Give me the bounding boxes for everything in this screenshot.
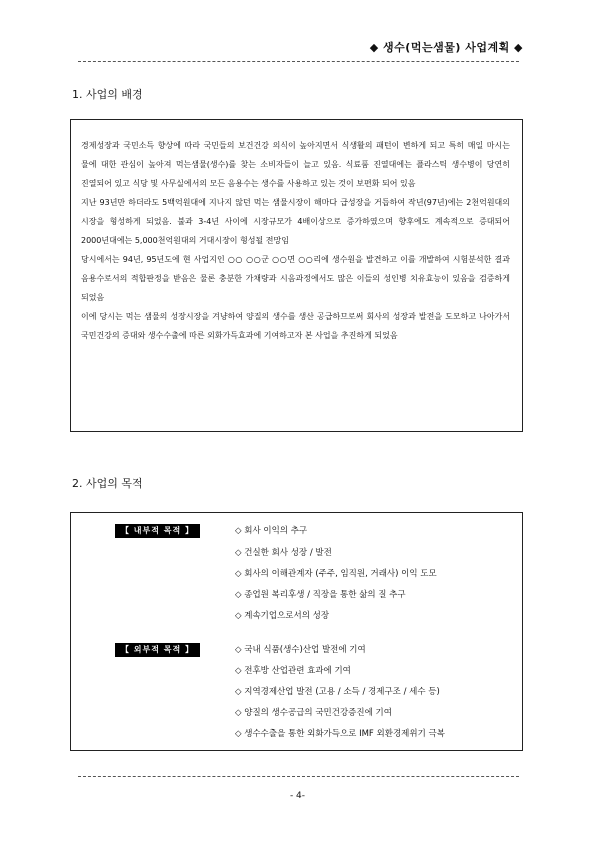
section-title-background: 1. 사업의 배경 xyxy=(72,88,143,101)
internal-purpose-item: ◇ 계속기업으로서의 성장 xyxy=(235,611,330,621)
internal-purpose-label: 【 내부적 목적 】 xyxy=(115,524,200,538)
background-text-box xyxy=(70,119,523,432)
header-divider xyxy=(78,61,519,62)
footer-divider xyxy=(78,776,519,777)
external-purpose-item: ◇ 생수수출을 통한 외화가득으로 IMF 외환경제위기 극복 xyxy=(235,729,445,739)
external-purpose-item: ◇ 지역경제산업 발전 (고용 / 소득 / 경제구조 / 세수 등) xyxy=(235,687,440,697)
internal-purpose-item: ◇ 회사의 이해관계자 (주주, 임직원, 거래사) 이익 도모 xyxy=(235,569,437,579)
section-title-purpose: 2. 사업의 목적 xyxy=(72,477,143,490)
background-paragraph: 경제성장과 국민소득 향상에 따라 국민들의 보건건강 의식이 높아지면서 식생활의 패턴이 변하게 되고 특히 매일 마시는 물에 대한 관심이 높아져 먹는샘물(생수)를 찾는 소비자들이 늘고 있음. 식료품 진열대에는 플라스틱 생수병이 당연히 진열되어 있고 식당 및 사무실에서의 모든 음용수는 생수를 사용하고 있는 것이 보편화 되어 있음 xyxy=(81,141,510,188)
internal-purpose-item: ◇ 종업원 복리후생 / 직장을 통한 삶의 질 추구 xyxy=(235,590,406,600)
external-purpose-item: ◇ 전후방 산업관련 효과에 기여 xyxy=(235,666,351,676)
background-paragraph: 지난 93년만 하더라도 5백억원대에 지나지 않던 먹는 샘물시장이 해마다 급성장을 거듭하여 작년(97년)에는 2천억원대의 시장을 형성하게 되었음. 불과 3-4년 사이에 시장규모가 4배이상으로 증가하였으며 향후에도 계속적으로 증대되어 2000년대에는 5,000천억원대의 거대시장이 형성될 전망임 xyxy=(81,198,510,245)
external-purpose-item: ◇ 양질의 생수공급의 국민건강증진에 기여 xyxy=(235,708,392,718)
page-header-title: ◆ 생수(먹는샘물) 사업계획 ◆ xyxy=(369,41,523,54)
internal-purpose-item: ◇ 회사 이익의 추구 xyxy=(235,526,308,536)
external-purpose-item: ◇ 국내 식품(생수)산업 발전에 기여 xyxy=(235,645,366,655)
background-paragraph: 이에 당시는 먹는 샘물의 성장시장을 겨냥하여 양질의 생수를 생산 공급하므로써 회사의 성장과 발전을 도모하고 나아가서 국민건강의 증대와 생수수출에 따른 외화가득효과에 기여하고자 본 사업을 추진하게 되었음 xyxy=(81,312,510,340)
internal-purpose-item: ◇ 건실한 회사 성장 / 발전 xyxy=(235,548,332,558)
page-number: - 4- xyxy=(289,791,306,801)
background-paragraph: 당시에서는 94년, 95년도에 현 사업지인 ○○ ○○군 ○○면 ○○리에 생수원을 발견하고 이를 개발하여 시험분석한 결과 음용수로서의 적합판정을 받음은 물론 충분한 가채량과 시음과정에서도 많은 이들의 성인병 치유효능이 있음을 검증하게 되었음 xyxy=(81,255,510,302)
purpose-box xyxy=(70,512,523,751)
external-purpose-label: 【 외부적 목적 】 xyxy=(115,643,200,657)
